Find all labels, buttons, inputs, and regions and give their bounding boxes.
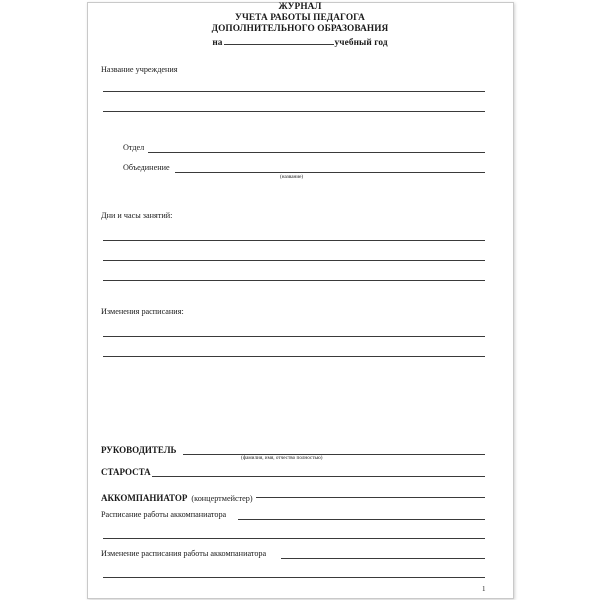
accompanist-schedule-changes-label: Изменение расписания работы аккомпаниатора [101, 549, 267, 558]
schedule-changes-label: Изменения расписания: [101, 307, 184, 316]
schedule-changes-line-2[interactable] [103, 356, 485, 357]
institution-line-2[interactable] [103, 111, 485, 112]
accompanist-label-main: АККОМПАНИАТОР [101, 493, 188, 503]
headman-label: СТАРОСТА [101, 467, 151, 477]
department-field[interactable] [148, 152, 485, 153]
academic-year-prefix: на [212, 38, 223, 48]
institution-label: Название учреждения [101, 65, 178, 74]
accompanist-schedule-label: Расписание работы аккомпаниатора [101, 510, 227, 519]
academic-year-field[interactable] [224, 36, 334, 45]
journal-subtitle-line-2: ДОПОЛНИТЕЛЬНОГО ОБРАЗОВАНИЯ [211, 24, 389, 34]
accompanist-schedule-changes-field[interactable] [281, 558, 485, 559]
leader-label: РУКОВОДИТЕЛЬ [101, 445, 177, 455]
schedule-line-3[interactable] [103, 280, 485, 281]
accompanist-label-note: (концертмейстер) [191, 494, 253, 503]
institution-line-1[interactable] [103, 91, 485, 92]
journal-subtitle-line-1: УЧЕТА РАБОТЫ ПЕДАГОГА [235, 13, 365, 23]
accompanist-schedule-field[interactable] [238, 519, 485, 520]
academic-year-suffix: учебный год [334, 38, 388, 48]
department-label: Отдел [123, 143, 145, 152]
association-field[interactable] [175, 172, 485, 173]
academic-year-line [0, 36, 600, 48]
headman-field[interactable] [152, 476, 485, 477]
schedule-changes-line-1[interactable] [103, 336, 485, 337]
schedule-line-1[interactable] [103, 240, 485, 241]
leader-field[interactable] [183, 454, 485, 455]
schedule-label: Дни и часы занятий: [101, 211, 173, 220]
accompanist-label [101, 489, 253, 505]
journal-title: ЖУРНАЛ [278, 2, 322, 12]
leader-hint: (фамилия, имя, отчество полностью) [241, 455, 323, 461]
accompanist-field[interactable] [256, 497, 485, 498]
accompanist-schedule-changes-line-2[interactable] [103, 577, 485, 578]
accompanist-schedule-line-2[interactable] [103, 538, 485, 539]
page-number: 1 [482, 585, 486, 593]
association-label: Объединение [123, 163, 170, 172]
schedule-line-2[interactable] [103, 260, 485, 261]
association-hint: (название) [280, 174, 304, 180]
